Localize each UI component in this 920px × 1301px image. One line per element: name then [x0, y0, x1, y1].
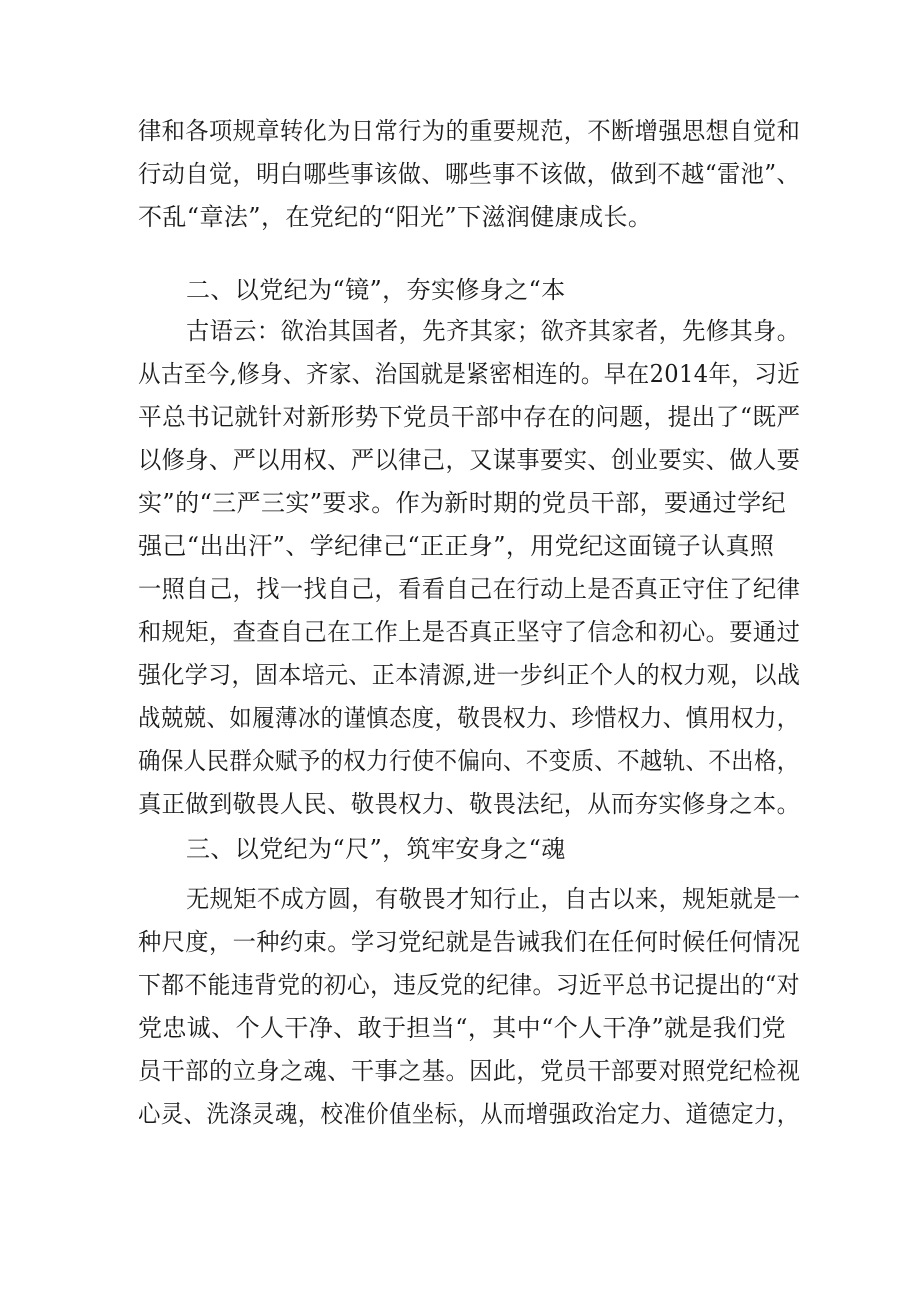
paragraph-line: 古语云：欲治其国者，先齐其家；欲齐其家者，先修其身。 — [186, 317, 801, 345]
paragraph-line: 平总书记就针对新形势下党员干部中存在的问题，提出了“既严 — [138, 403, 801, 431]
paragraph-line: 和规矩，查查自己在工作上是否真正坚守了信念和初心。要通过 — [138, 618, 801, 646]
paragraph-line: 心灵、洗涤灵魂，校准价值坐标，从而增强政治定力、道德定力， — [138, 1100, 800, 1128]
section-heading: 二、以党纪为“镜”，夯实修身之“本 — [186, 276, 566, 304]
paragraph-line: 党忠诚、个人干净、敢于担当“，其中“个人干净”就是我们党 — [138, 1014, 787, 1042]
paragraph-line: 强己“出出汗”、学纪律己“正正身”，用党纪这面镜子认真照 — [138, 532, 775, 560]
paragraph-line: 员干部的立身之魂、干事之基。因此，党员干部要对照党纪检视 — [138, 1057, 801, 1085]
paragraph-line: 以修身、严以用权、严以律己，又谋事要实、创业要实、做人要 — [138, 446, 801, 474]
paragraph-line: 实”的“三严三实”要求。作为新时期的党员干部，要通过学纪 — [138, 489, 787, 517]
paragraph-line: 行动自觉，明白哪些事该做、哪些事不该做，做到不越“雷池”、 — [138, 160, 801, 188]
paragraph-line: 律和各项规章转化为日常行为的重要规范，不断增强思想自觉和 — [138, 117, 801, 145]
paragraph-line: 下都不能违背党的初心，违反党的纪律。习近平总书记提出的“对 — [138, 971, 800, 999]
paragraph-line: 不乱“章法”，在党纪的“阳光”下滋润健康成长。 — [138, 203, 653, 231]
paragraph-line: 无规矩不成方圆，有敬畏才知行止，自古以来，规矩就是一 — [186, 885, 801, 913]
section-heading: 三、以党纪为“尺”，筑牢安身之“魂 — [186, 835, 566, 863]
paragraph-line: 确保人民群众赋予的权力行使不偏向、不变质、不越轨、不出格， — [138, 747, 800, 775]
paragraph-line: 战兢兢、如履薄冰的谨慎态度，敬畏权力、珍惜权力、慎用权力， — [138, 704, 800, 732]
paragraph-line: 从古至今,修身、齐家、治国就是紧密相连的。早在2014年，习近 — [138, 360, 801, 388]
paragraph-line: 种尺度，一种约束。学习党纪就是告诫我们在任何时候任何情况 — [138, 928, 801, 956]
paragraph-line: 真正做到敬畏人民、敬畏权力、敬畏法纪，从而夯实修身之本。 — [138, 790, 801, 818]
paragraph-line: 一照自己，找一找自己，看看自己在行动上是否真正守住了纪律 — [138, 575, 801, 603]
paragraph-line: 强化学习，固本培元、正本清源,进一步纠正个人的权力观，以战 — [138, 661, 801, 689]
